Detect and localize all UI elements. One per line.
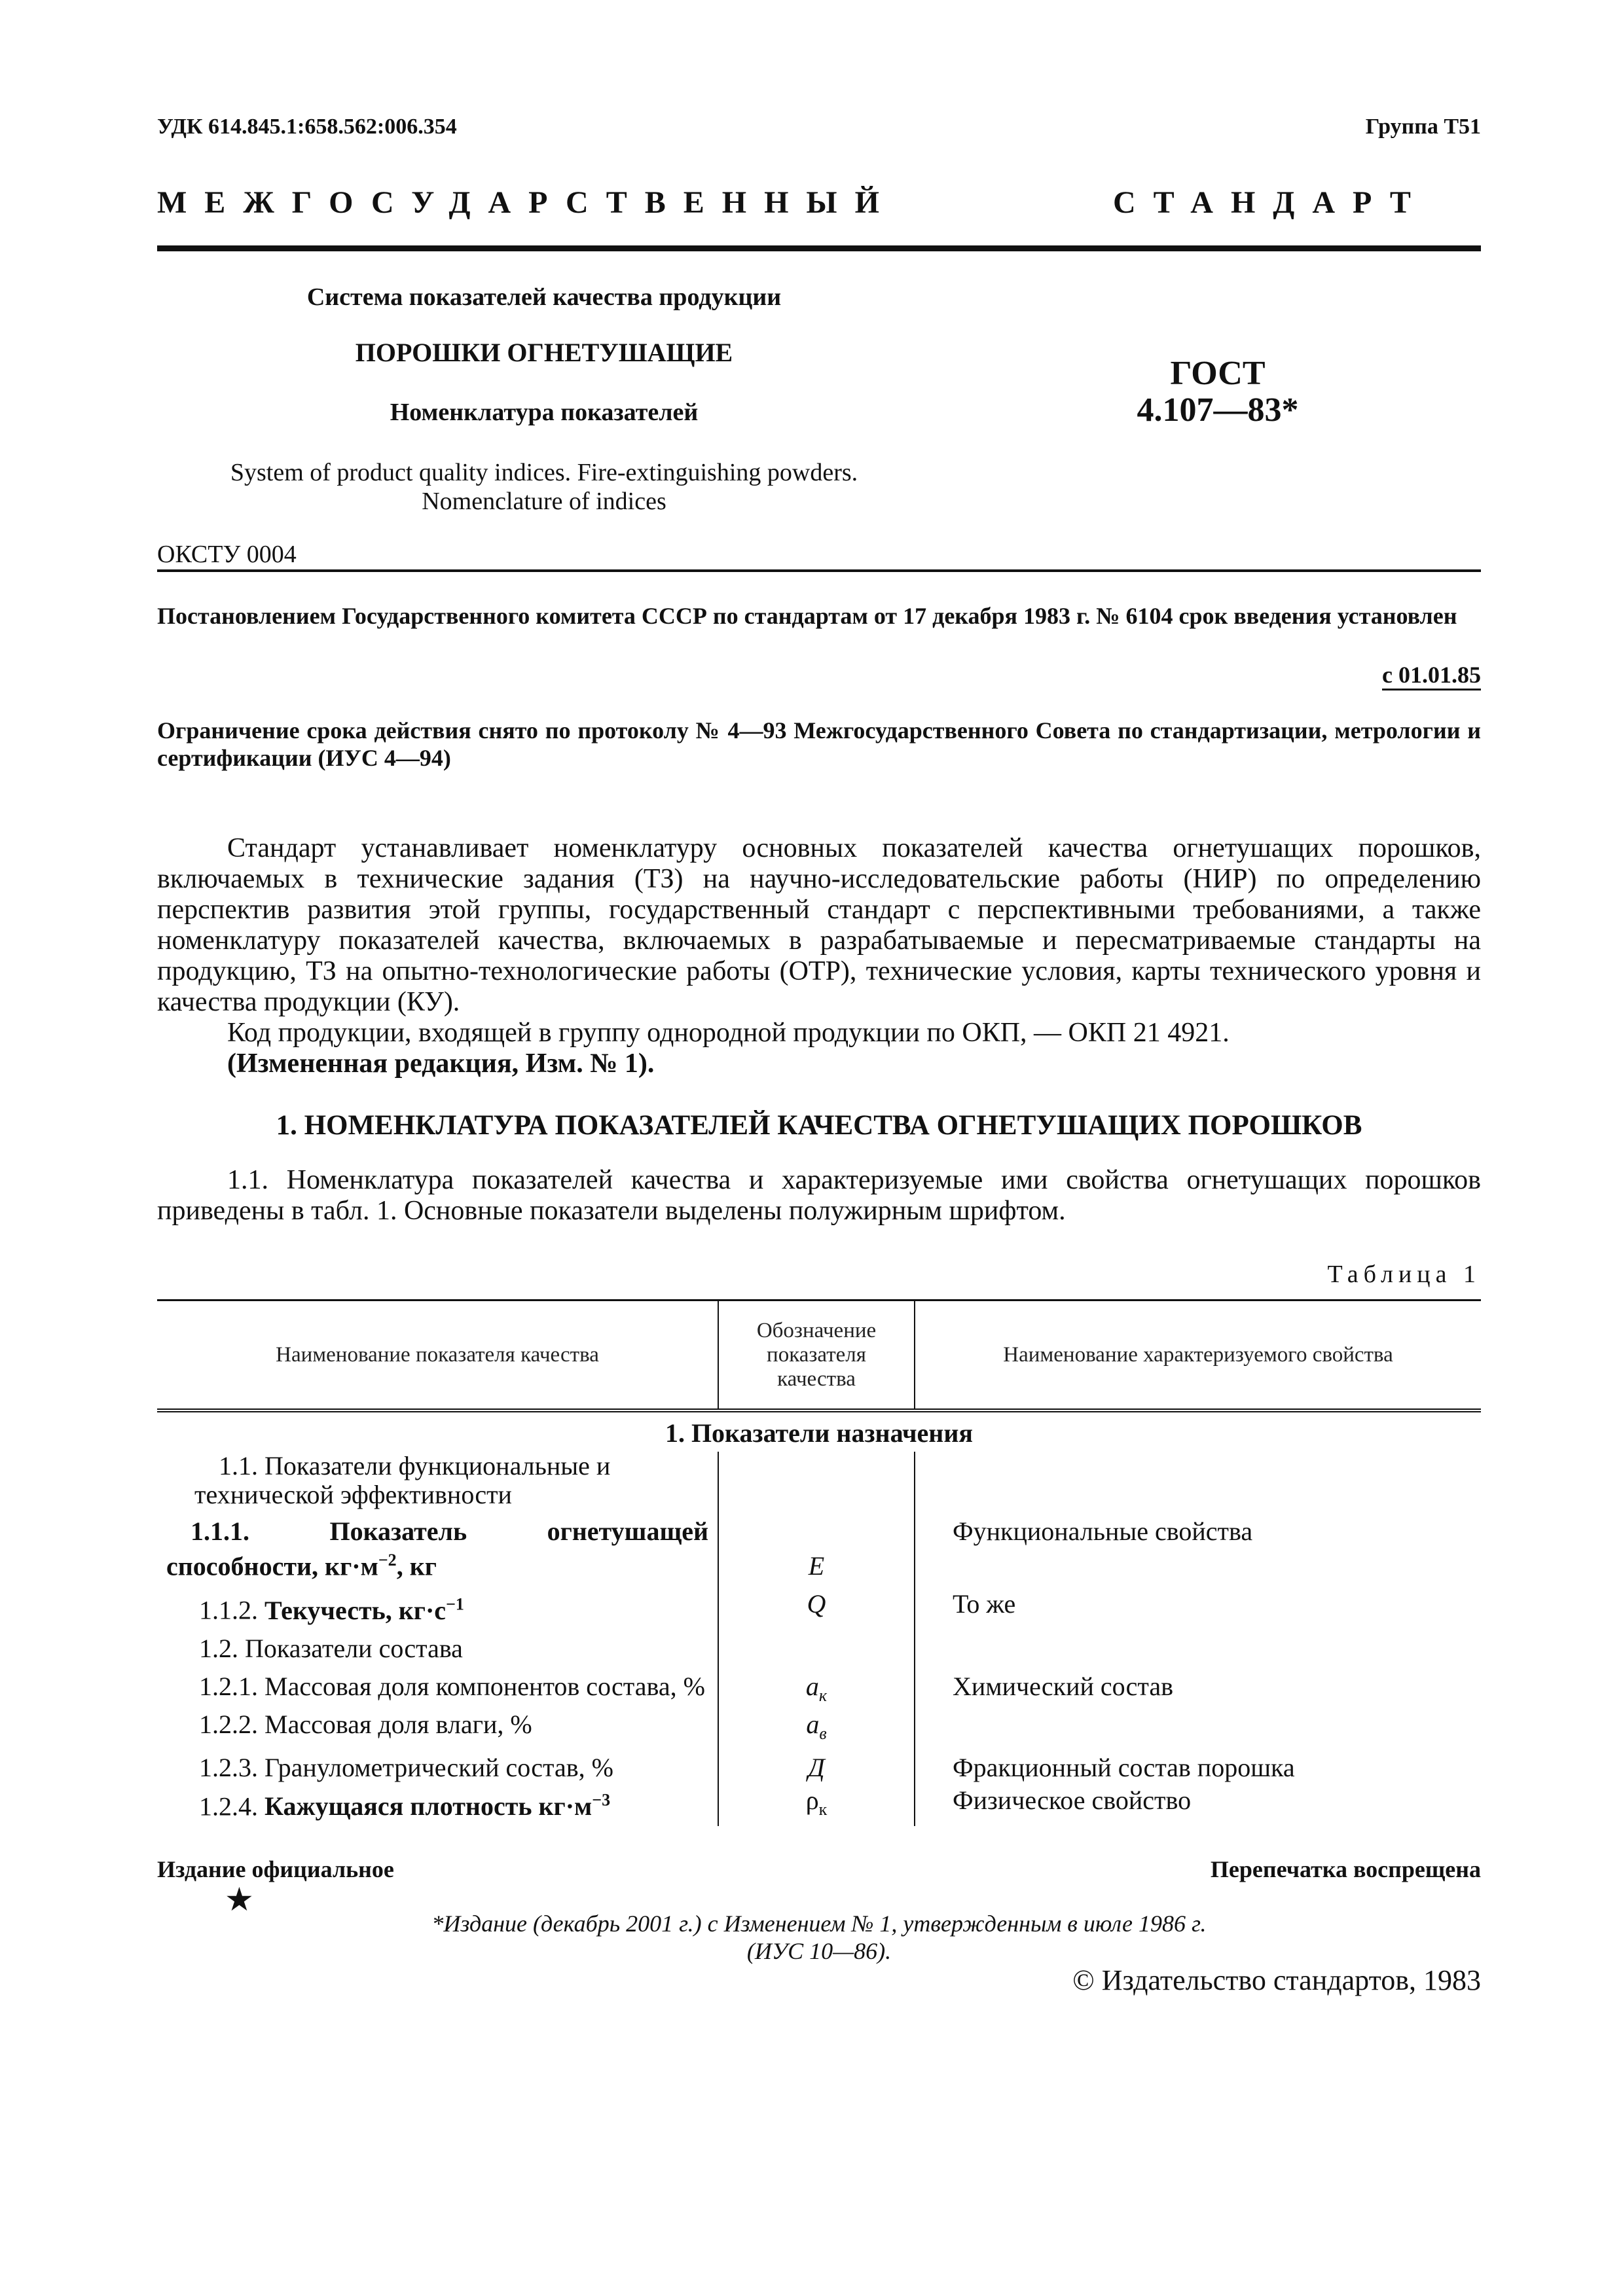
row-name: 1.2.4. Кажущаяся плотность $кг\cdot м^{-3}$ [199, 1790, 611, 1821]
table-row [157, 1509, 1481, 1581]
system-title: Система показателей качества продукции [306, 283, 782, 311]
table-row [157, 1782, 1481, 1826]
header-rule [157, 245, 1481, 251]
row-property: Химический состав [953, 1671, 1173, 1701]
okstu-code: ОКСТУ 0004 [157, 541, 297, 568]
banner-left: МЕЖГОСУДАРСТВЕННЫЙ [157, 185, 897, 220]
row-name: 1.1.2. Текучесть, $кг\cdot с^{-1}$ [199, 1594, 464, 1625]
banner-right: СТАНДАРТ [1113, 185, 1429, 220]
udk-code: УДК 614.845.1:658.562:006.354 [157, 115, 457, 139]
paragraph-amendment: (Измененная редакция, Изм. № 1). [227, 1049, 655, 1079]
table-row [157, 1663, 1481, 1710]
table-row [157, 1748, 1481, 1782]
row-name: 1.2.1. Массовая доля компонентов состава, % [199, 1671, 705, 1701]
header-index-name: Наименование показателя качества [157, 1300, 718, 1411]
official-edition: Издание официальное [157, 1856, 394, 1882]
star-icon: ★ [225, 1881, 254, 1918]
doc-subtitle: Номенклатура показателей [390, 399, 699, 426]
row-symbol: $\rho_к$ [718, 1782, 915, 1826]
english-title: System of product quality indices. Fire-extinguishing powders. Nomenclature of indices [230, 459, 858, 515]
clause-1-1: 1.1. Номенклатура показателей качества и характеризуемые ими свойства огнетушащих порошков приведены в табл. 1. Основные показатели выделены полужирным шрифтом. [157, 1165, 1481, 1226]
effective-date: с 01.01.85 [1382, 661, 1481, 691]
row-symbol: Q [718, 1581, 915, 1624]
header-symbol: Обозначение показателя качества [718, 1300, 915, 1411]
row-name: 1.2.2. Массовая доля влаги, % [199, 1709, 532, 1739]
row-property: То же [953, 1589, 1016, 1619]
row-symbol: Д [718, 1748, 915, 1782]
table-row [157, 1625, 1481, 1663]
doc-title: ПОРОШКИ ОГНЕТУШАЩИЕ [355, 338, 733, 367]
table-row [157, 1710, 1481, 1748]
table-row [157, 1452, 1481, 1509]
header-property: Наименование характеризуемого свойства [915, 1300, 1481, 1411]
row-symbol: $a_в$ [718, 1710, 915, 1748]
edition-note: *Издание (декабрь 2001 г.) с Изменением № 1, утвержденным в июле 1986 г. (ИУС 10—86). [431, 1910, 1207, 1964]
row-name: 1.2. Показатели состава [199, 1633, 463, 1663]
quality-indices-table [157, 1299, 1481, 1826]
row-name: 1.1. Показатели функциональные и технической эффективности [194, 1451, 611, 1509]
decree-text: Постановлением Государственного комитета СССР по стандартам от 17 декабря 1983 г. № 6104 срок введения установлен [157, 603, 1457, 629]
copyright-block [1072, 1964, 1481, 1998]
row-property: Физическое свойство [953, 1785, 1192, 1815]
row-symbol: $a_к$ [718, 1663, 915, 1710]
body-text [157, 833, 1481, 1079]
group-code: Группа Т51 [1365, 115, 1481, 139]
row-name: 1.2.3. Гранулометрический состав, % [199, 1752, 613, 1782]
okstu-rule [157, 569, 1481, 572]
row-name: 1.1.1. Показатель огнетушащей способности, $кг\cdot м^{-2}$, кг [166, 1516, 709, 1581]
group-row [157, 1410, 1481, 1452]
limit-text: Ограничение срока действия снято по протоколу № 4—93 Межгосударственного Совета по стандартизации, метрологии и сертификации (ИУС 4—94) [157, 717, 1481, 771]
gost-number: ГОСТ 4.107—83* [1137, 355, 1299, 429]
table-header-row [157, 1300, 1481, 1411]
table-caption: Таблица 1 [1327, 1261, 1481, 1288]
row-property: Функциональные свойства [953, 1516, 1253, 1546]
copyright-1983: © Издательство стандартов, 1983 [1072, 1964, 1481, 1996]
paragraph-scope: Стандарт устанавливает номенклатуру основных показателей качества огнетушащих порошков, включаемых в технические задания (ТЗ) на научно-исследовательские работы (НИР) по определению перспектив развития этой группы, государственный стандарт с перспективными требованиями, а также номенклатуру показателей качества, включаемых в разрабатываемые и пересматриваемые стандарты на продукцию, ТЗ на опытно-технологические работы (ОТР), технические условия, карты технического уровня и качества продукции (КУ). [157, 833, 1481, 1017]
table-row [157, 1581, 1481, 1624]
paragraph-code: Код продукции, входящей в группу однородной продукции по ОКП, — ОКП 21 4921. [227, 1018, 1230, 1048]
reprint-prohibited: Перепечатка воспрещена [1210, 1856, 1481, 1882]
group-title: 1. Показатели назначения [665, 1418, 974, 1448]
row-symbol: E [718, 1509, 915, 1581]
section-title: 1. НОМЕНКЛАТУРА ПОКАЗАТЕЛЕЙ КАЧЕСТВА ОГНЕТУШАЩИХ ПОРОШКОВ [276, 1110, 1362, 1141]
row-property: Фракционный состав порошка [953, 1752, 1295, 1782]
